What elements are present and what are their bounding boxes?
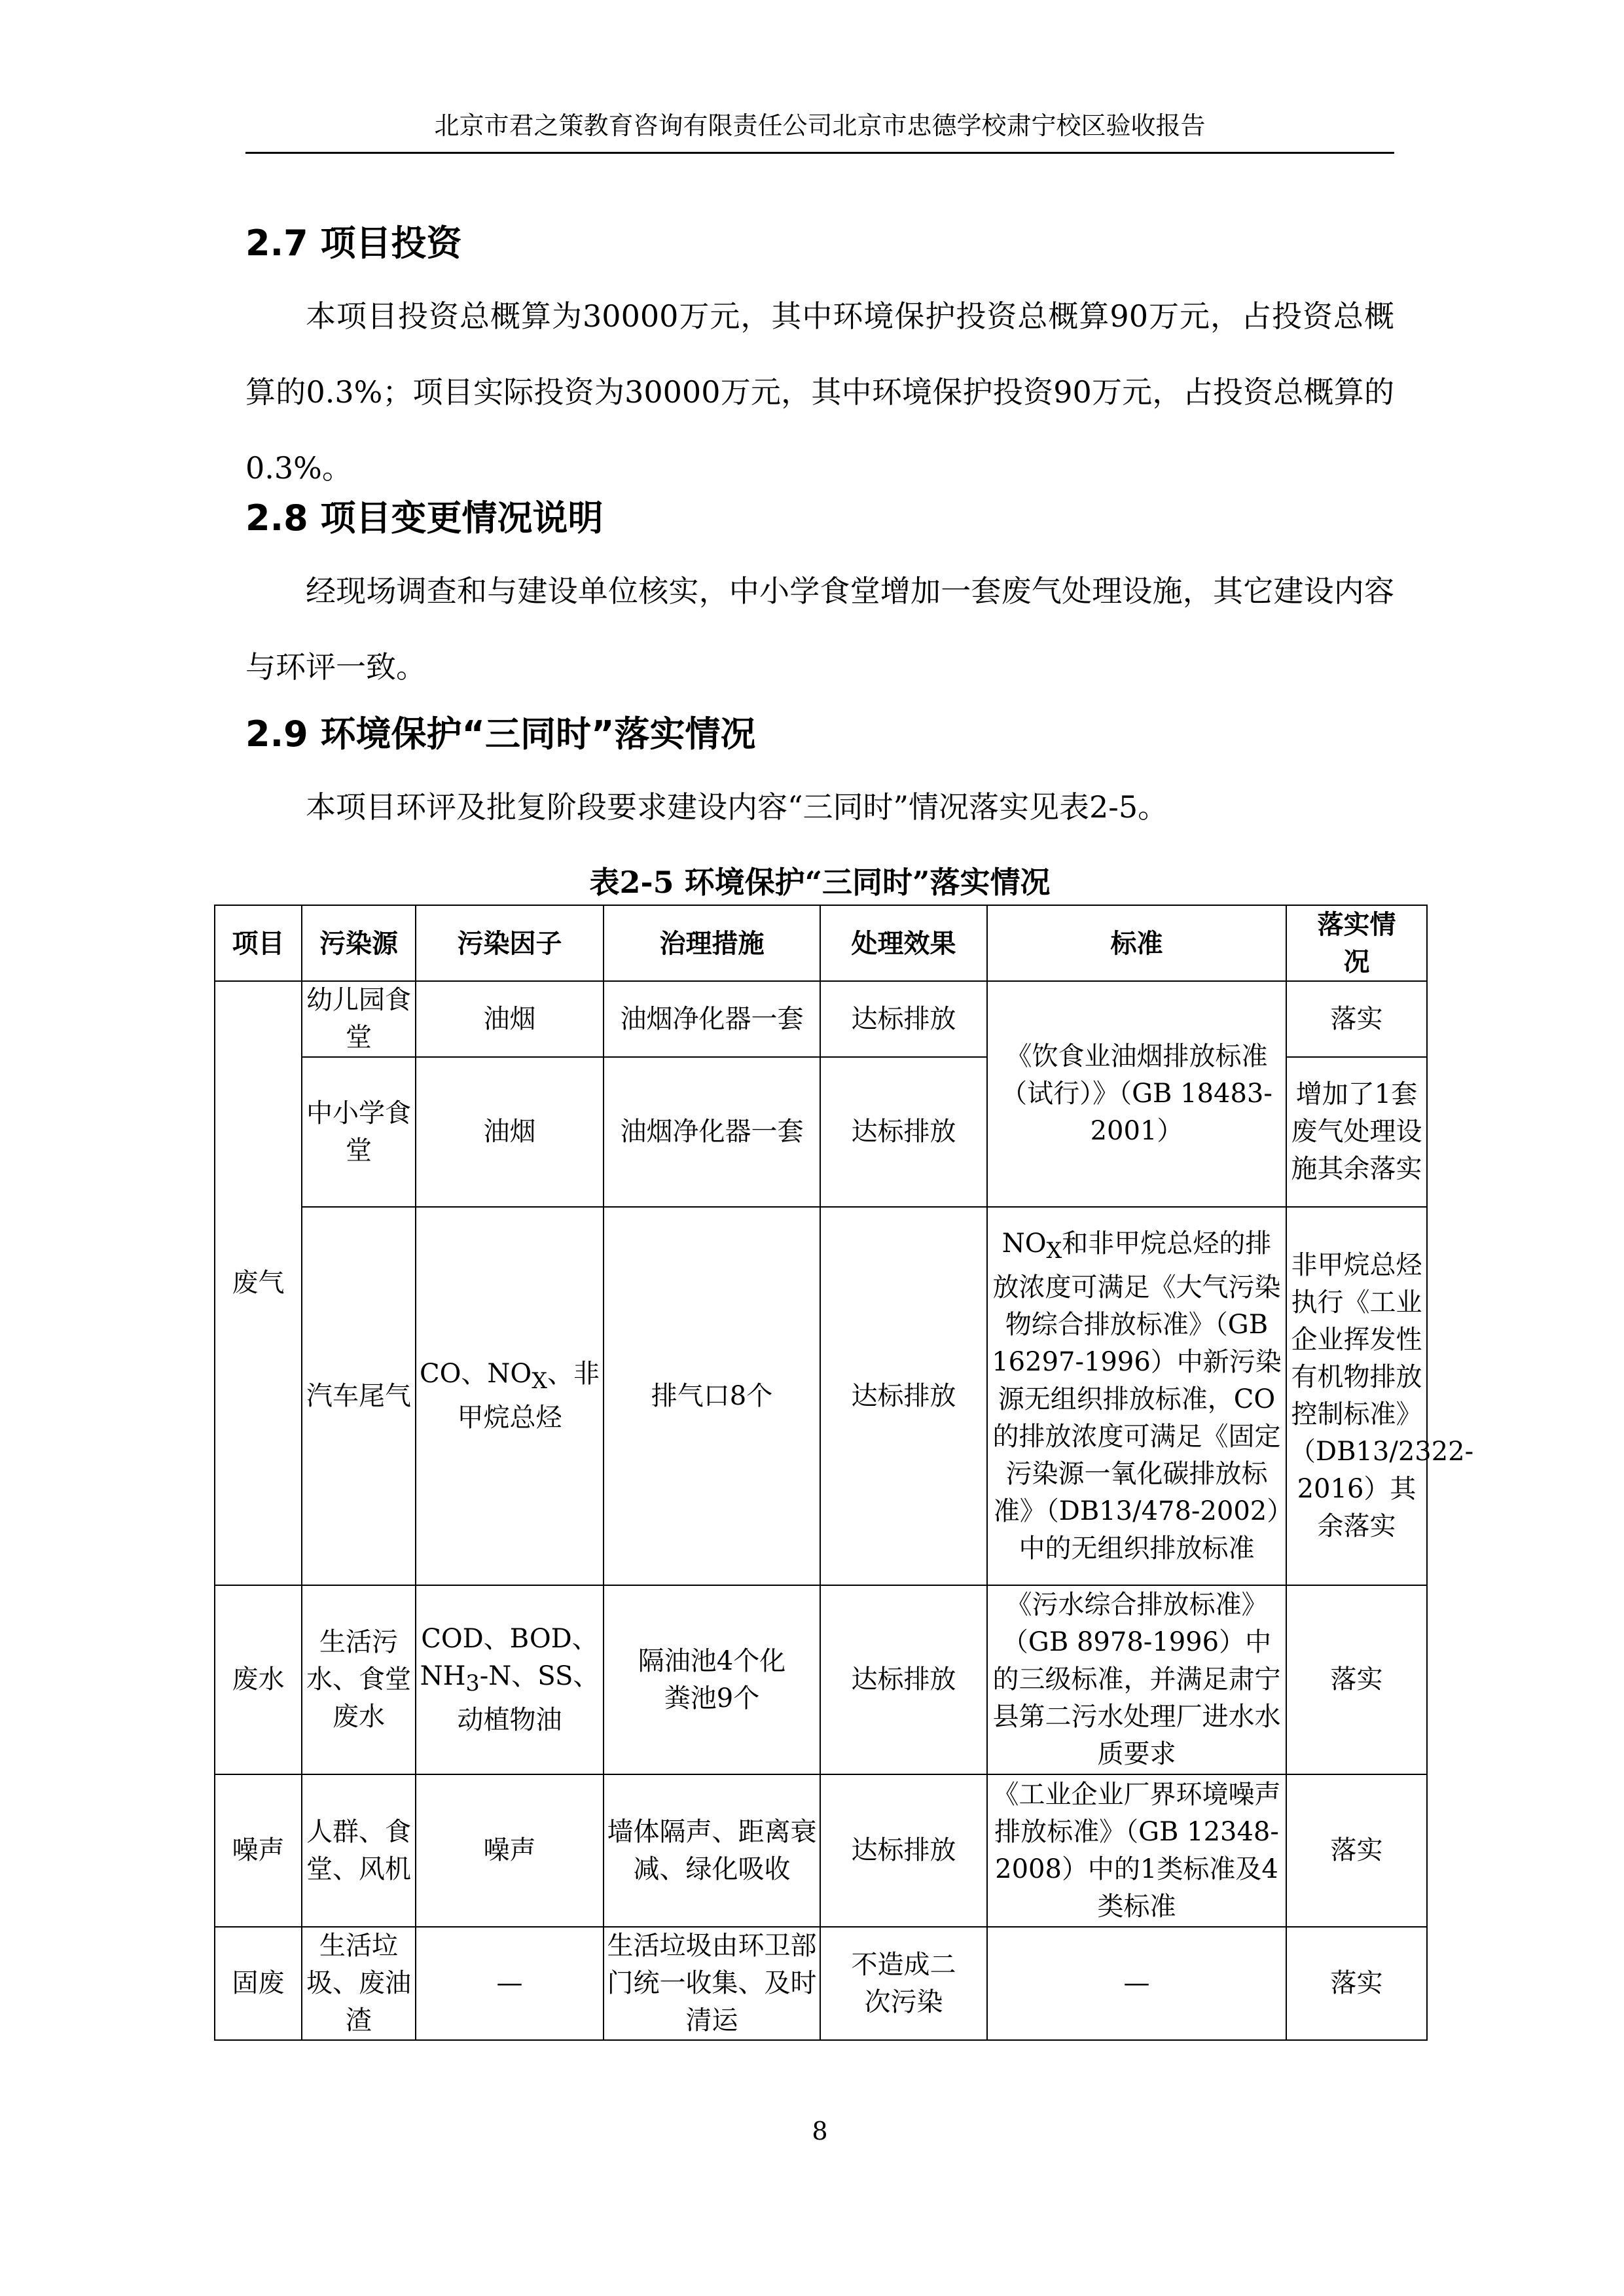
measure-cell: 墙体隔声、距离衰减、绿化吸收 [604, 1774, 820, 1927]
measure-cell: 排气口8个 [604, 1207, 820, 1585]
measure-cell: 生活垃圾由环卫部门统一收集、及时清运 [604, 1927, 820, 2040]
status-cell: 落实 [1286, 1927, 1427, 2040]
category-cell: 废水 [215, 1585, 302, 1774]
table-row [215, 1927, 1427, 2040]
factor-text: COD、BOD、NH [420, 1624, 598, 1691]
three-simultaneous-table [214, 905, 1474, 2041]
page-number: 8 [812, 2117, 828, 2145]
table-header-row [215, 905, 1427, 981]
header-cell: 标准 [987, 905, 1286, 981]
section-title-2-8: 2.8 项目变更情况说明 [245, 497, 604, 539]
factor-subscript: 3 [465, 1670, 480, 1696]
paragraph-2-8: 经现场调查和与建设单位核实，中小学食堂增加一套废气处理设施，其它建设内容与环评一致。 [245, 573, 1394, 685]
factor-text: -N、SS、动植物油 [457, 1661, 600, 1735]
factor-cell [416, 1207, 604, 1585]
factor-cell: 油烟 [416, 1057, 604, 1207]
paragraph-2-7: 本项目投资总概算为30000万元，其中环境保护投资总概算90万元，占投资总概算的0.3%；项目实际投资为30000万元，其中环境保护投资90万元，占投资总概算的0.3%。 [245, 298, 1394, 486]
standard-cell: — [987, 1927, 1286, 2040]
effect-cell: 达标排放 [820, 1207, 987, 1585]
table-row [215, 1585, 1427, 1774]
header-cell: 污染源 [302, 905, 416, 981]
effect-cell: 达标排放 [820, 1057, 987, 1207]
category-cell: 噪声 [215, 1774, 302, 1927]
status-cell: 落实 [1286, 1774, 1427, 1927]
factor-text: 、非甲烷总烃 [457, 1359, 600, 1433]
table-row [215, 1207, 1427, 1585]
status-cell: 落实 [1286, 1585, 1427, 1774]
factor-text: CO、NO [420, 1359, 532, 1389]
header-cell: 落实情况 [1286, 905, 1427, 981]
header-rule [245, 152, 1394, 154]
standard-cell: 《污水综合排放标准》（GB 8978-1996）中的三级标准，并满足肃宁县第二污水处理厂进水水质要求 [987, 1585, 1286, 1774]
category-cell: 废气 [215, 981, 302, 1585]
effect-cell: 不造成二次污染 [820, 1927, 987, 2040]
table-row [215, 1774, 1427, 1927]
source-cell: 生活垃圾、废油渣 [302, 1927, 416, 2040]
table-caption: 表2-5 环境保护“三同时”落实情况 [589, 865, 1051, 900]
header-cell: 治理措施 [604, 905, 820, 981]
factor-subscript: X [532, 1368, 547, 1393]
section-title-2-9: 2.9 环境保护“三同时”落实情况 [245, 713, 756, 755]
status-cell: 落实 [1286, 981, 1427, 1057]
measure-cell: 隔油池4个化粪池9个 [604, 1585, 820, 1774]
category-cell: 固废 [215, 1927, 302, 2040]
status-cell: 非甲烷总烃执行《工业企业挥发性有机物排放控制标准》（DB13/2322-2016）其余落实 [1286, 1207, 1427, 1585]
factor-cell: — [416, 1927, 604, 2040]
table-row [215, 981, 1427, 1057]
effect-cell: 达标排放 [820, 981, 987, 1057]
header-cell: 污染因子 [416, 905, 604, 981]
effect-cell: 达标排放 [820, 1585, 987, 1774]
standard-cell: 《饮食业油烟排放标准（试行）》（GB 18483-2001） [987, 981, 1286, 1207]
standard-cell: 《工业企业厂界环境噪声排放标准》（GB 12348-2008）中的1类标准及4类标准 [987, 1774, 1286, 1927]
standard-text: 和非甲烷总烃的排放浓度可满足《大气污染物综合排放标准》（GB 16297-1996）中新污染源无组织排放标准，CO的排放浓度可满足《固定污染源一氧化碳排放标准》（DB13/478-2002）中的无组织排放标准 [992, 1228, 1282, 1564]
page-header: 北京市君之策教育咨询有限责任公司北京市忠德学校肃宁校区验收报告 [434, 111, 1206, 140]
standard-cell [987, 1207, 1286, 1585]
source-cell: 人群、食堂、风机 [302, 1774, 416, 1927]
measure-cell: 油烟净化器一套 [604, 981, 820, 1057]
status-cell: 增加了1套废气处理设施其余落实 [1286, 1057, 1427, 1207]
header-cell: 项目 [215, 905, 302, 981]
source-cell: 生活污水、食堂废水 [302, 1585, 416, 1774]
standard-text: NO [1001, 1228, 1047, 1259]
factor-cell: 噪声 [416, 1774, 604, 1927]
header-cell: 处理效果 [820, 905, 987, 981]
effect-cell: 达标排放 [820, 1774, 987, 1927]
factor-cell: 油烟 [416, 981, 604, 1057]
paragraph-2-9: 本项目环评及批复阶段要求建设内容“三同时”情况落实见表2-5。 [306, 789, 1168, 825]
source-cell: 幼儿园食堂 [302, 981, 416, 1057]
section-title-2-7: 2.7 项目投资 [245, 223, 462, 264]
source-cell: 汽车尾气 [302, 1207, 416, 1585]
factor-cell [416, 1585, 604, 1774]
standard-subscript: X [1046, 1237, 1062, 1263]
source-cell: 中小学食堂 [302, 1057, 416, 1207]
measure-cell: 油烟净化器一套 [604, 1057, 820, 1207]
